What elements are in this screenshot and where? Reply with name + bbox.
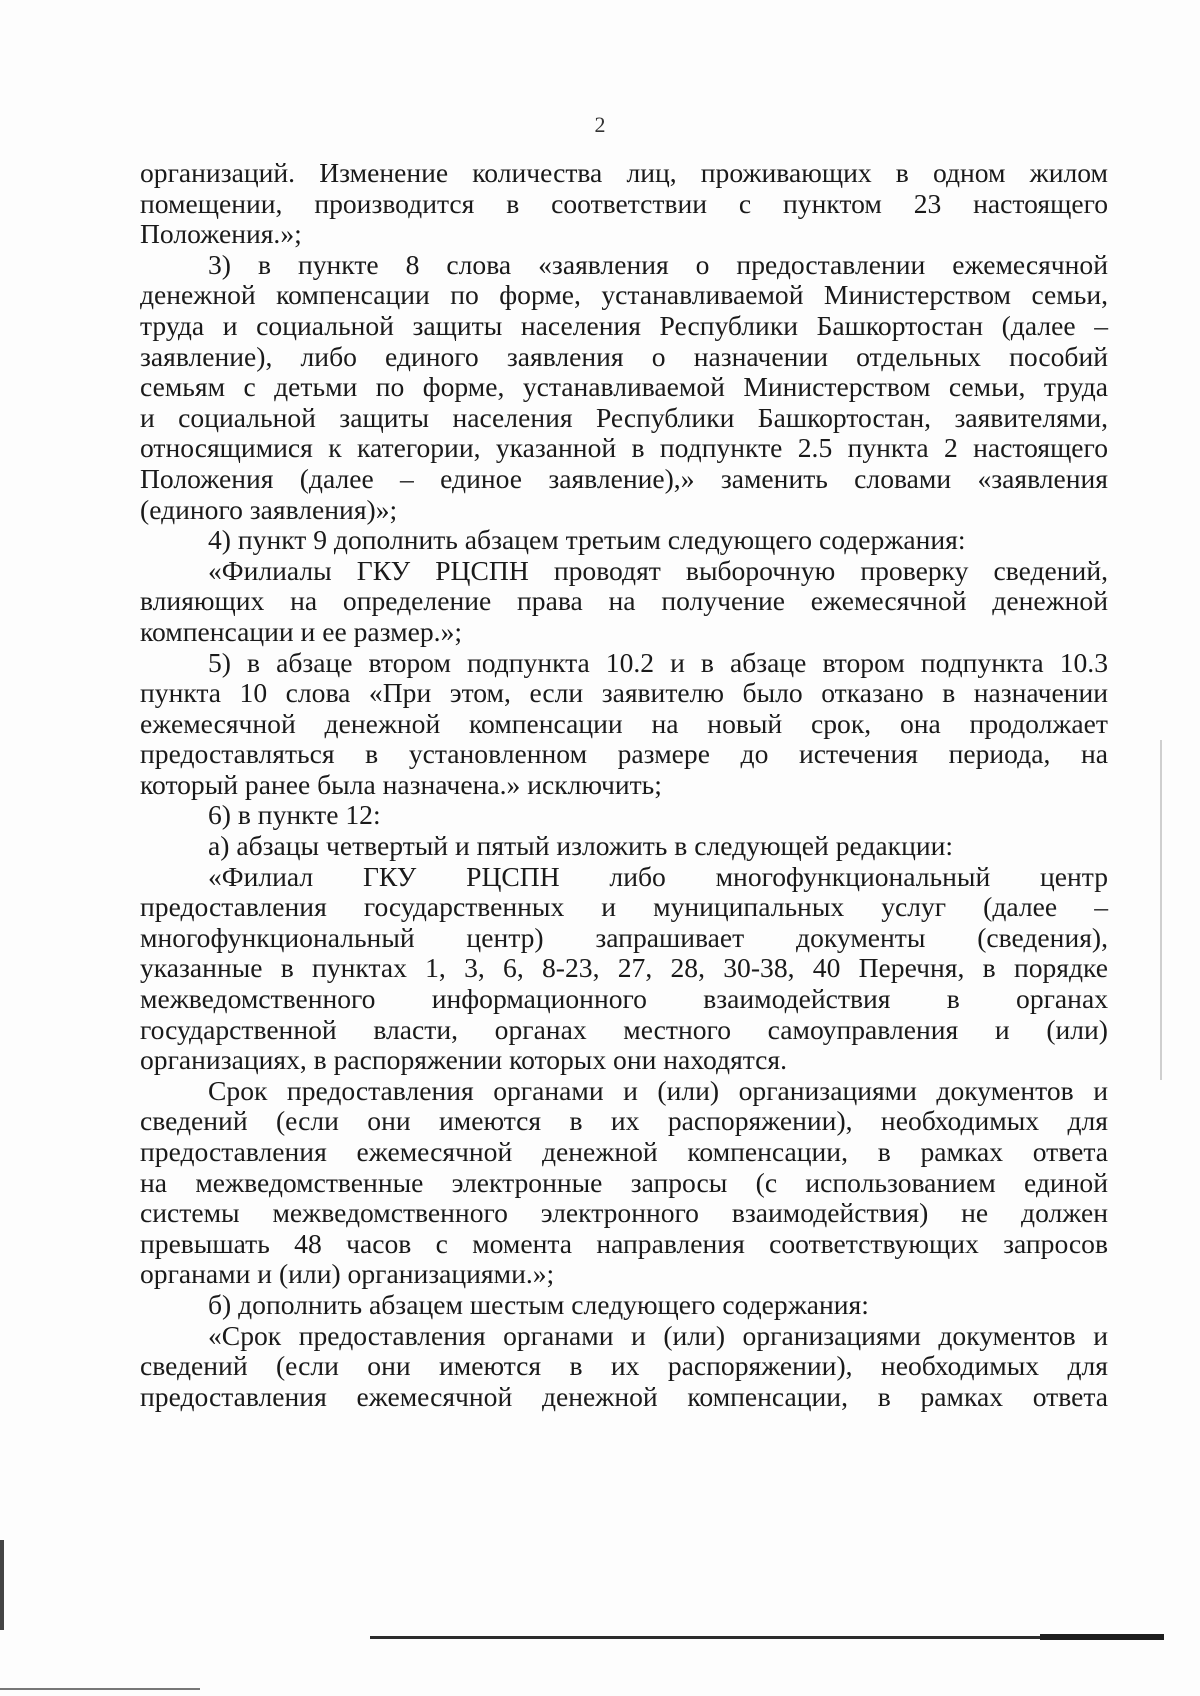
text-line: «Филиал ГКУ РЦСПН либо многофункциональный центр (208, 860, 1108, 892)
text-line: предоставления ежемесячной денежной компенсации, в рамках ответа (140, 1380, 1108, 1412)
text-line: предоставляться в установленном размере до истечения периода, на (140, 738, 1108, 770)
text-line: влияющих на определение права на получение ежемесячной денежной (140, 585, 1108, 617)
text-line: 3) в пункте 8 слова «заявления о предоставлении ежемесячной (208, 248, 1108, 280)
text-line: компенсации и ее размер.»; (140, 615, 463, 647)
text-line: межведомственного информационного взаимодействия в органах (140, 983, 1108, 1015)
text-line: государственной власти, органах местного самоуправления и (или) (140, 1013, 1108, 1045)
text-line: Срок предоставления органами и (или) организациями документов и (208, 1074, 1108, 1106)
text-line: а) абзацы четвертый и пятый изложить в следующей редакции: (208, 830, 954, 862)
text-line: «Срок предоставления органами и (или) организациями документов и (208, 1319, 1108, 1351)
text-line: заявление), либо единого заявления о назначении отдельных пособий (140, 340, 1108, 372)
text-line: (единого заявления)»; (140, 493, 398, 525)
text-line: предоставления ежемесячной денежной компенсации, в рамках ответа (140, 1136, 1108, 1167)
text-line: Положения (далее – единое заявление),» заменить словами «заявления (140, 462, 1108, 494)
text-line: помещении, производится в соответствии с пунктом 23 настоящего (140, 187, 1108, 219)
document-body (140, 158, 1108, 1412)
text-line: который ранее была назначена.» исключить; (140, 768, 662, 800)
text-line: б) дополнить абзацем шестым следующего содержания: (208, 1288, 869, 1320)
text-line: сведений (если они имеются в их распоряжении), необходимых для (140, 1105, 1108, 1137)
text-line: «Филиалы ГКУ РЦСПН проводят выборочную проверку сведений, (208, 554, 1108, 586)
text-line: семьям с детьми по форме, устанавливаемой Министерством семьи, труда (140, 371, 1108, 403)
text-line: пункта 10 слова «При этом, если заявителю было отказано в назначении (140, 677, 1108, 709)
text-line: органами и (или) организациями.»; (140, 1258, 555, 1290)
text-line: 4) пункт 9 дополнить абзацем третьим следующего содержания: (208, 524, 966, 556)
text-line: на межведомственные электронные запросы (с использованием единой (140, 1166, 1108, 1198)
text-line: многофункциональный центр) запрашивает документы (сведения), (140, 921, 1108, 953)
text-line: 6) в пункте 12: (208, 799, 381, 831)
text-line: Положения.»; (140, 218, 302, 250)
text-line: относящимися к категории, указанной в подпункте 2.5 пункта 2 настоящего (140, 432, 1108, 464)
scan-edge-mark (1160, 740, 1162, 1080)
text-line: 5) в абзаце втором подпункта 10.2 и в абзаце втором подпункта 10.3 (208, 646, 1108, 678)
text-line: указанные в пунктах 1, 3, 6, 8-23, 27, 28, 30-38, 40 Перечня, в порядке (140, 952, 1108, 984)
text-line: сведений (если они имеются в их распоряжении), необходимых для (140, 1350, 1108, 1382)
page-number: 2 (594, 112, 606, 137)
text-line: труда и социальной защиты населения Республики Башкортостан (далее – (140, 309, 1108, 341)
text-line: превышать 48 часов с момента направления соответствующих запросов (140, 1227, 1108, 1259)
text-line: системы межведомственного электронного взаимодействия) не должен (140, 1197, 1108, 1229)
text-line: организациях, в распоряжении которых они находятся. (140, 1044, 787, 1076)
text-line: ежемесячной денежной компенсации на новый срок, она продолжает (140, 707, 1108, 739)
bottom-divider-end (1040, 1634, 1164, 1640)
scan-edge-mark-bottom (0, 1688, 200, 1690)
text-line: организаций. Изменение количества лиц, проживающих в одном жилом (140, 157, 1108, 188)
text-line: предоставления государственных и муниципальных услуг (далее – (140, 891, 1108, 923)
text-line: и социальной защиты населения Республики Башкортостан, заявителями, (140, 401, 1108, 433)
text-line: денежной компенсации по форме, устанавливаемой Министерством семьи, (140, 279, 1108, 311)
scan-edge-mark-left (0, 1540, 4, 1630)
